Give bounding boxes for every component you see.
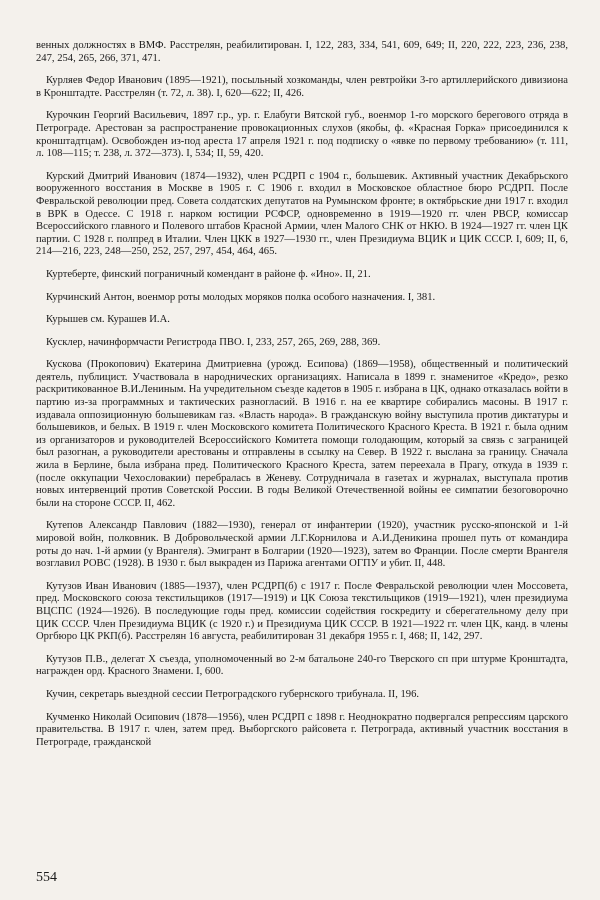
entry-text: Кутузов П.В., делегат X съезда, уполномоченный во 2-м батальоне 240-го Тверского сп при штурме Кронштадта, награжден орд. Красного Знамени. I, 600. [36, 653, 568, 678]
entry-text: Кучменко Николай Осипович (1878—1956), член РСДРП с 1898 г. Неоднократно подвергался репрессиям царского правительства. В 1917 г. член, затем пред. Выборгского райсовета г. Петрограда, активный участник восстания в Петрограде, гражданской [36, 711, 568, 748]
index-entry [36, 337, 568, 350]
index-entry [36, 292, 568, 305]
entry-text: Кусклер, начинформчасти Регистрода ПВО. I, 233, 257, 265, 269, 288, 369. [46, 336, 381, 348]
index-entries [36, 40, 568, 759]
entry-text: Кучин, секретарь выездной сессии Петроградского губернского трибунала. II, 196. [46, 688, 420, 700]
index-entry [36, 520, 568, 570]
entry-text: Курский Дмитрий Иванович (1874—1932), член РСДРП с 1904 г., большевик. Активный участник Декабрьского вооруженного восстания в Москве в 1905 г. С 1906 г. входил в Московское областное бюро РСДРП. После Февральской революции пред. Совета солдатских депутатов на Румынском фронте; в октябрьские дни 1917 г. входил в ВРК в Одессе. С 1918 г. нарком юстиции РСФСР, одновременно в 1919—1920 гг. член РВСР, комиссар Всероссийского главного и Полевого штабов Красной Армии, член Малого СНК от НКЮ. В 1924—1927 гг. член ЦК партии. С 1928 г. полпред в Италии. Член ЦКК в 1927—1930 гг., член Президиума ВЦИК и ЦИК СССР. I, 609; II, 6, 214—216, 223, 248—250, 252, 257, 297, 454, 464, 465. [36, 170, 568, 258]
index-entry [36, 654, 568, 679]
index-entry [36, 171, 568, 259]
entry-text: Курышев см. Курашев И.А. [46, 314, 170, 326]
entry-text: Кускова (Прокопович) Екатерина Дмитриевна (урожд. Есипова) (1869—1958), общественный и политический деятель, публицист. Участвовала в народнических организациях. Написала в 1899 г. знаменитое «Кредо», резко раскритикованное В.И.Лениным. На учредительном съезде кадетов в 1905 г. избрана в ЦК, однако отказалась войти в партию из-за программных и тактических разногласий. В 1916 г. на ее квартире собирались масоны. В 1917 г. издавала оппозиционную большевикам газ. «Власть народа». В гражданскую войну выступила против диктатуры и большевиков, и белых. В 1919 г. член Московского комитета Политического Красного Креста. В 1921 г. была одним из организаторов и руководителей Всероссийского Комитета помощи голодающим, который за связь с заграницей был разогнан, а руководители арестованы и отправлены в ссылку на Север. В 1922 г. выслана за границу. Сначала жила в Берлине, была избрана пред. Политического Красного Креста, затем переехала в Прагу, откуда в 1939 г. (после оккупации Чехословакии) перебралась в Женеву. Сотрудничала в газетах и журналах, выступала против новых интервенций против Советской России. В годы Великой Отечественной войны ее симпатии безоговорочно были на стороне СССР. II, 462. [36, 359, 568, 509]
index-entry [36, 269, 568, 282]
page-number: 554 [36, 870, 57, 885]
entry-text: Курчинский Антон, военмор роты молодых моряков полка особого назначения. I, 381. [46, 291, 436, 303]
entry-text: венных должностях в ВМФ. Расстрелян, реабилитирован. I, 122, 283, 334, 541, 609, 649; II, 220, 222, 223, 236, 238, 247, 254, 265, 266, 371, 471. [36, 40, 568, 64]
entry-text: Кутепов Александр Павлович (1882—1930), генерал от инфантерии (1920), участник русско-японской и 1-й мировой войн, полковник. В Добровольческой армии Л.Г.Корнилова и А.И.Деникина прошел путь от командира роты до нач. 1-й армии (у Врангеля). Эмигрант в Болгарии (1920—1923), затем во Франции. После смерти Врангеля возглавил РОВС (1928). В 1930 г. был выкраден из Парижа агентами ОГПУ и убит. II, 448. [36, 520, 568, 570]
entry-text: Куртеберте, финский пограничный комендант в районе ф. «Ино». II, 21. [46, 268, 371, 280]
index-entry [36, 359, 568, 510]
index-entry [36, 110, 568, 160]
index-entry [36, 40, 568, 65]
index-entry [36, 689, 568, 702]
index-entry [36, 712, 568, 750]
index-entry [36, 314, 568, 327]
entry-text: Курочкин Георгий Васильевич, 1897 г.р., ур. г. Елабуги Вятской губ., военмор 1-го морского берегового отряда в Петрограде. Арестован за распространение провокационных слухов (якобы, ф. «Красная Горка» присоединился к кронштадтцам). Освобожден из-под ареста 17 апреля 1921 г. под подписку о «явке по первому требованию» (т. 111, л. 108—115; т. 238, л. 372—373). I, 534; II, 59, 420. [36, 110, 568, 160]
index-entry [36, 581, 568, 644]
entry-text: Курляев Федор Иванович (1895—1921), посыльный хозкоманды, член ревтройки 3-го артиллерийского дивизиона в Кронштадте. Расстрелян (т. 72, л. 38). I, 620—622; II, 426. [36, 75, 568, 99]
entry-text: Кутузов Иван Иванович (1885—1937), член РСДРП(б) с 1917 г. После Февральской революции член Моссовета, пред. Московского союза текстильщиков (1917—1919) и ЦК Союза текстильщиков (1919—1921), член президиума ВЦСПС (1924—1926). В последующие годы пред. комиссии содействия госкредиту и сберегательному делу при ЦИК СССР. Член Президиума ВЦИК (с 1920 г.) и Президиума ЦИК СССР. В 1921—1922 гг. член ЦК, канд. в члены Оргбюро ЦК РКП(б). Расстрелян 16 августа, реабилитирован 31 декабря 1955 г. I, 468; II, 142, 297. [36, 580, 568, 643]
index-entry [36, 75, 568, 100]
